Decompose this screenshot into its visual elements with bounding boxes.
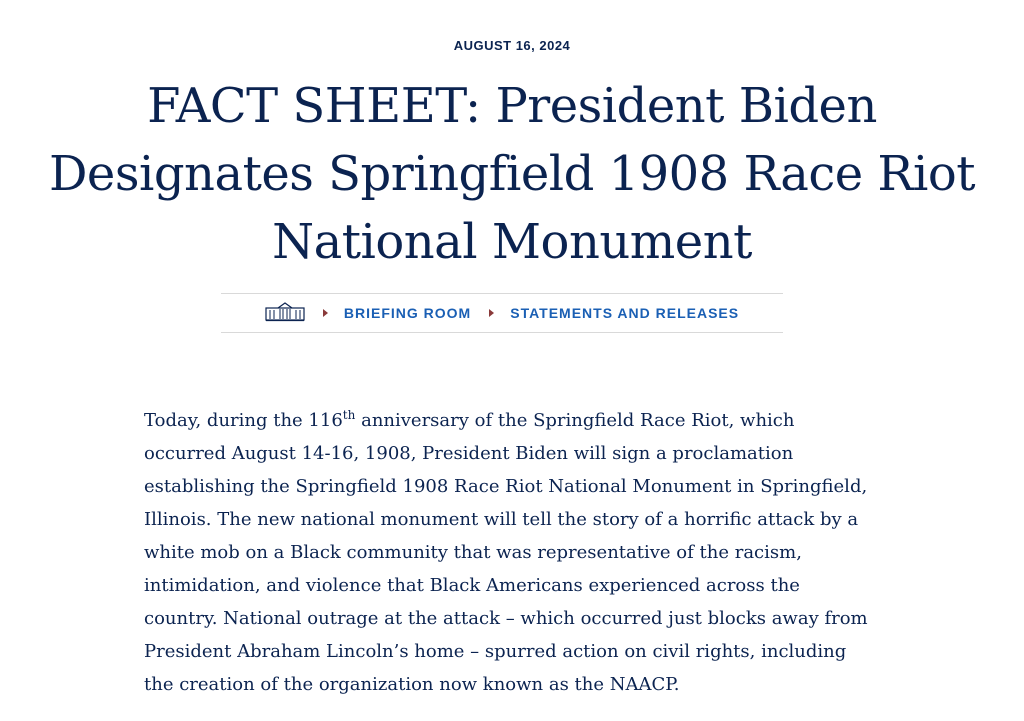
breadcrumb-home[interactable]: [265, 302, 305, 325]
breadcrumb-separator-icon: [489, 309, 494, 317]
ordinal-suffix: th: [342, 408, 356, 422]
page-title: FACT SHEET: President Biden Designates Springfield 1908 Race Riot National Monument: [48, 78, 976, 270]
breadcrumb-briefing-room[interactable]: BRIEFING ROOM: [343, 305, 472, 321]
paragraph-text-rest: anniversary of the Springfield Race Riot, which occurred August 14-16, 1908, President Biden will sign a proclamation establishing the Springfield 1908 Race Riot National Monument in Springfield, Illinois. The new national monument will tell the story of a horrific attack by a white mob on a Black community that was representative of the racism, intimidation, and violence that Black Americans experienced across the country. National outrage at the attack – which occurred just blocks away from President Abraham Lincoln’s home – spurred action on civil rights, including the creation of the organization now known as the NAACP.: [144, 410, 868, 695]
article-body-paragraph: [144, 404, 874, 701]
breadcrumb-statements-and-releases[interactable]: STATEMENTS AND RELEASES: [510, 305, 740, 321]
paragraph-text-start: Today, during the 116: [144, 410, 343, 431]
breadcrumb-separator-icon: [323, 309, 328, 317]
article-date: AUGUST 16, 2024: [453, 38, 571, 53]
breadcrumb: [221, 293, 783, 333]
white-house-icon: [265, 302, 305, 325]
